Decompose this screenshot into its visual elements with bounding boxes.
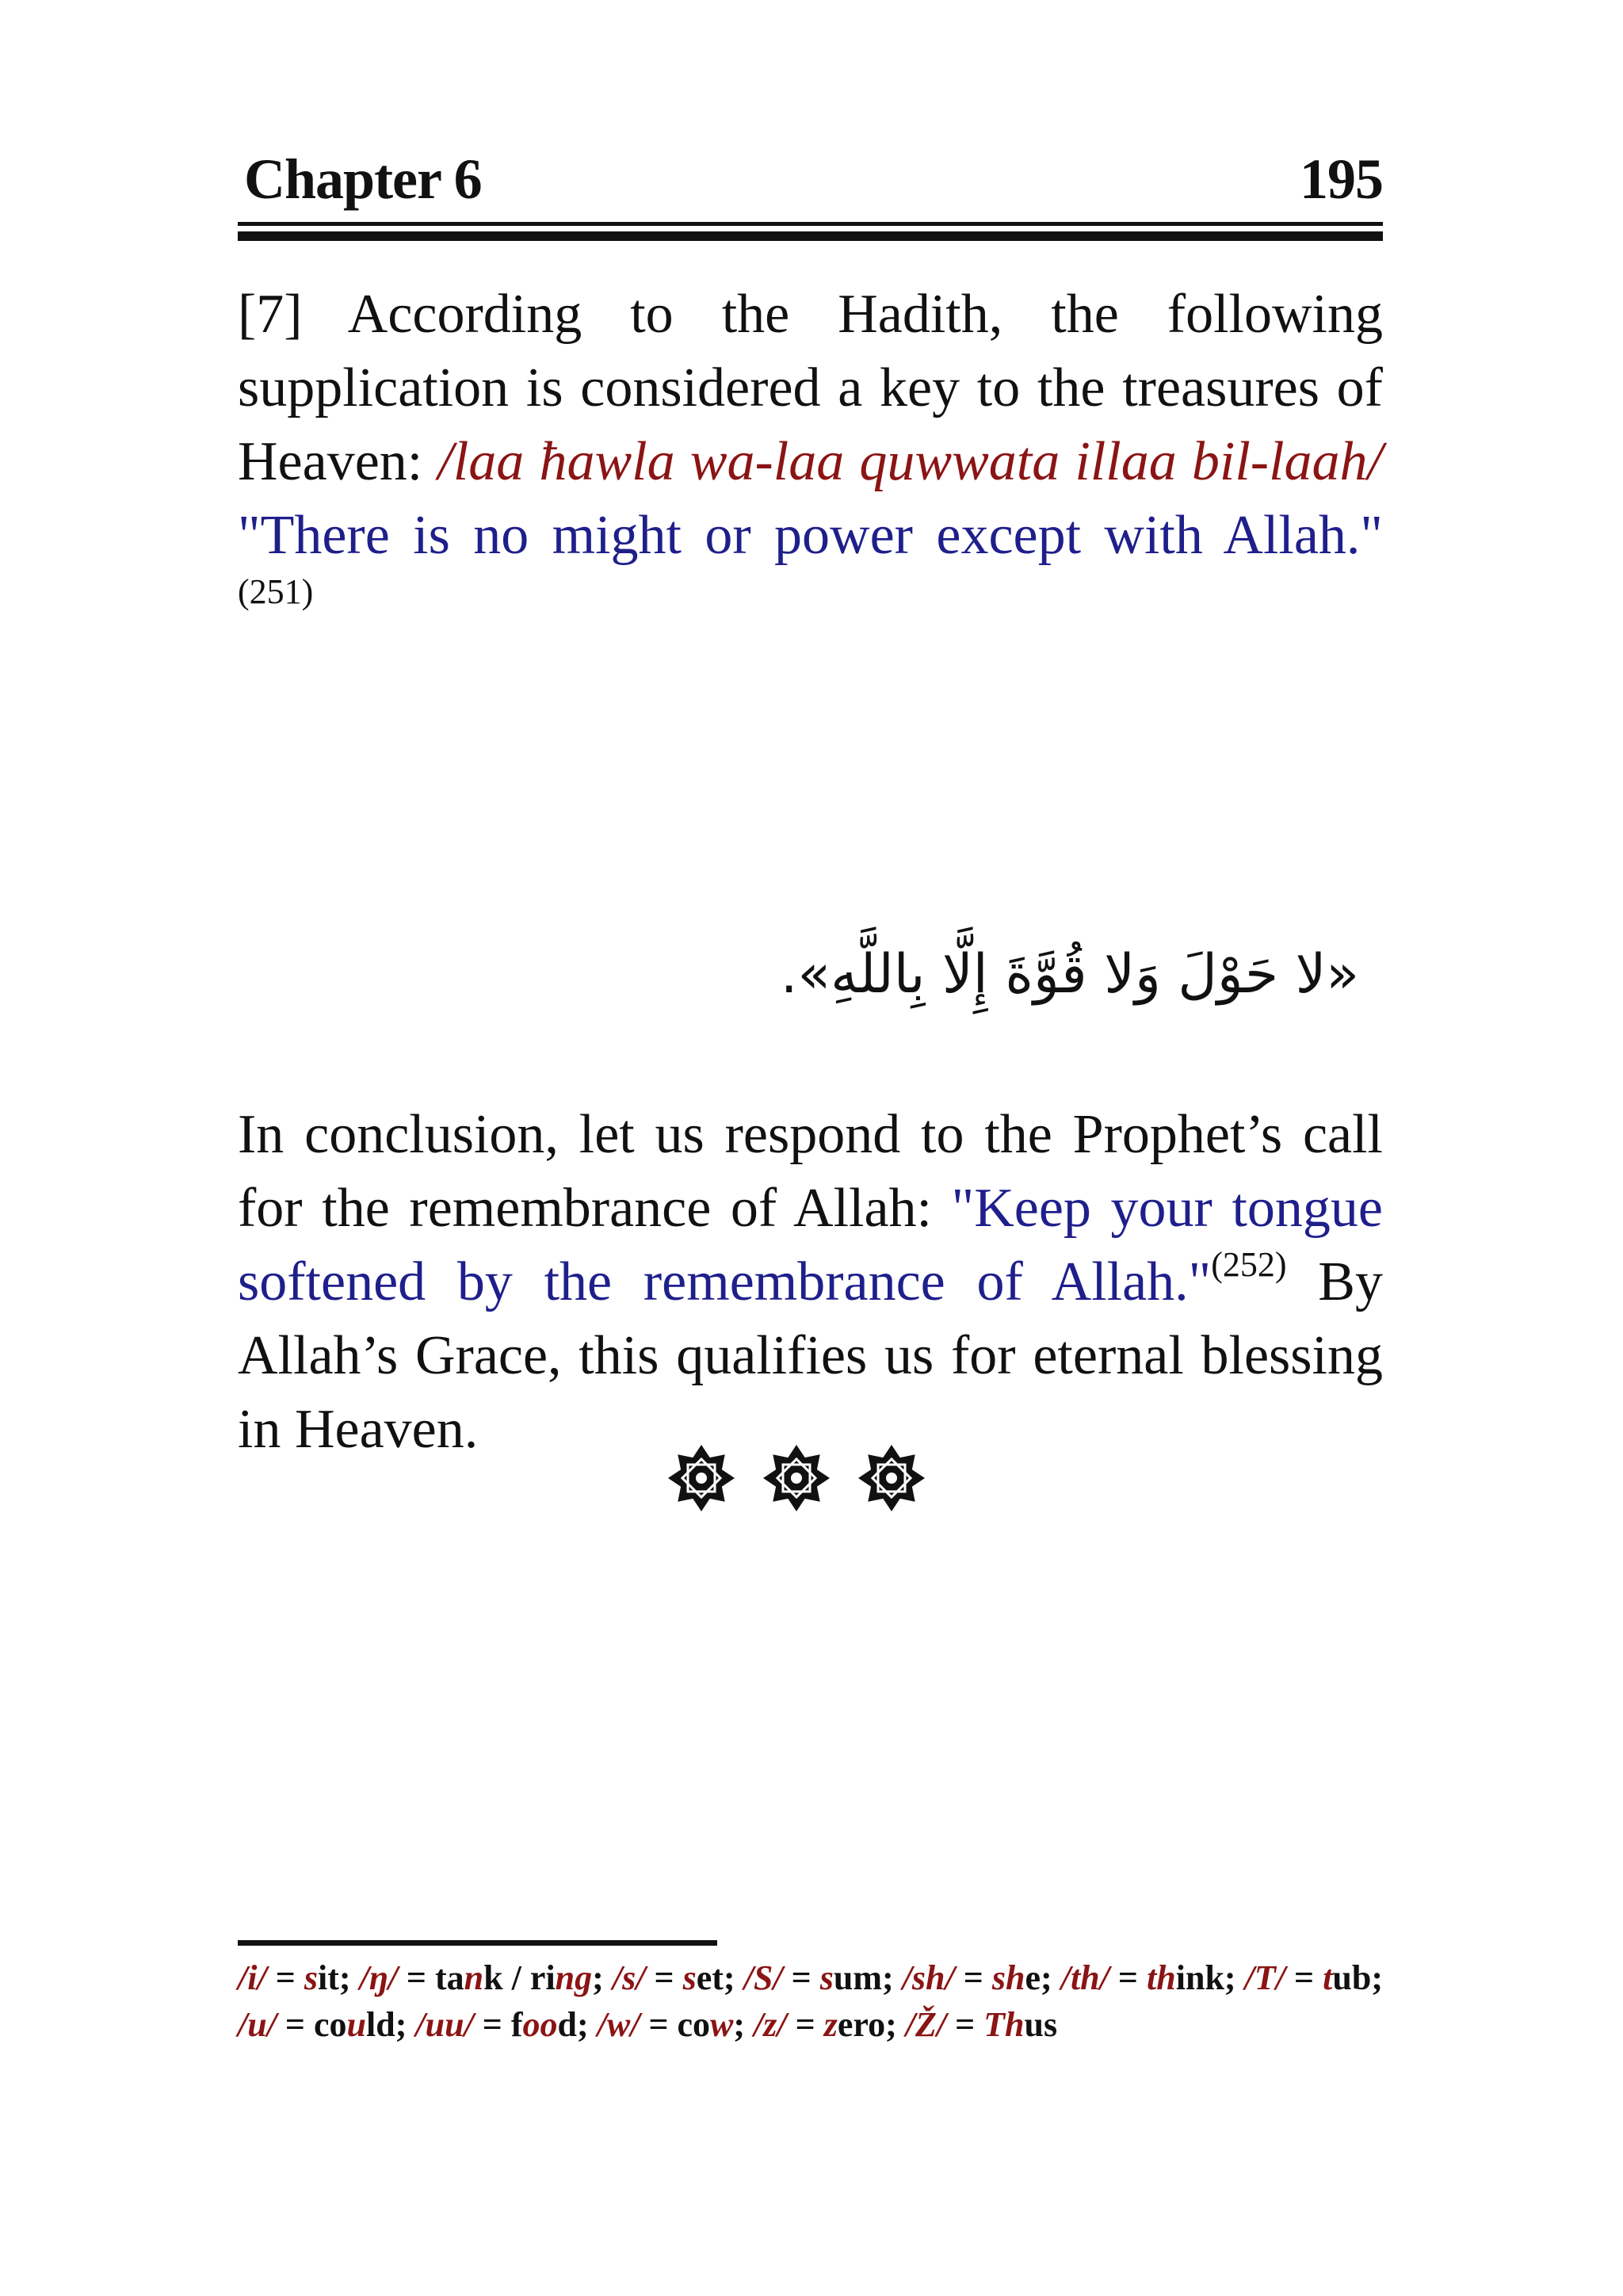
footnote-rule bbox=[238, 1940, 717, 1946]
key-separator: ; bbox=[723, 1958, 744, 1997]
example-part: it bbox=[317, 1958, 339, 1997]
key-entry bbox=[1061, 1958, 1245, 1997]
section-end-ornament bbox=[654, 1442, 939, 1514]
key-symbol: /Ž/ bbox=[905, 2005, 947, 2044]
key-symbol: /uu/ bbox=[415, 2005, 474, 2044]
key-equals: = bbox=[397, 1958, 435, 1997]
prophet-quote: "Keep your tongue softened by the remembrance of Allah." bbox=[238, 1178, 1383, 1312]
example-highlight: w bbox=[710, 2005, 734, 2044]
example-part: d bbox=[557, 2005, 577, 2044]
key-entry bbox=[238, 2005, 415, 2044]
key-entry bbox=[613, 1958, 744, 1997]
example-part: et bbox=[696, 1958, 724, 1997]
example-part: ta bbox=[434, 1958, 464, 1997]
example-part: ub bbox=[1332, 1958, 1372, 1997]
key-symbol: /i/ bbox=[238, 1958, 267, 1997]
page-header bbox=[238, 143, 1383, 238]
conclusion-text-before: In conclusion, let us respond to the Prophet’s call for the remembrance of Allah: bbox=[238, 1104, 1383, 1239]
key-separator: ; bbox=[592, 1958, 613, 1997]
chapter-title: Chapter 6 bbox=[244, 147, 482, 211]
example-part: co bbox=[314, 2005, 347, 2044]
supplication-transliteration: /laa ħawla wa-laa quwwata illaa bil-laah/ bbox=[437, 431, 1383, 492]
paragraph-conclusion bbox=[238, 1098, 1383, 1466]
example-part: um bbox=[833, 1958, 882, 1997]
star-rosette-icon bbox=[858, 1445, 925, 1511]
example-highlight: oo bbox=[522, 2005, 558, 2044]
example-part: co bbox=[677, 2005, 711, 2044]
key-symbol: /s/ bbox=[612, 1958, 646, 1997]
key-entry bbox=[744, 1958, 903, 1997]
example-highlight: sh bbox=[991, 1958, 1025, 1997]
conclusion-text-after: By Allah’s Grace, this qualifies us for eternal blessing in Heaven. bbox=[238, 1251, 1383, 1460]
supplication-translation: "There is no might or power except with Allah." bbox=[238, 505, 1383, 566]
key-separator: ; bbox=[733, 2005, 754, 2044]
key-separator: ; bbox=[885, 2005, 906, 2044]
key-equals: = bbox=[954, 1958, 992, 1997]
key-symbol: /T/ bbox=[1244, 1958, 1285, 1997]
key-symbol: /th/ bbox=[1060, 1958, 1109, 1997]
example-highlight: ng bbox=[555, 1958, 593, 1997]
key-separator: ; bbox=[338, 1958, 360, 1997]
key-symbol: /w/ bbox=[597, 2005, 640, 2044]
key-equals: = bbox=[276, 2005, 314, 2044]
example-highlight: u bbox=[346, 2005, 367, 2044]
key-entry bbox=[415, 2005, 597, 2044]
key-separator: ; bbox=[576, 2005, 598, 2044]
header-rule-thick bbox=[238, 231, 1383, 241]
key-entry bbox=[1245, 1958, 1383, 1997]
key-separator: ; bbox=[1371, 1958, 1383, 1997]
example-highlight: n bbox=[464, 1958, 484, 1997]
example-part: e bbox=[1025, 1958, 1041, 1997]
key-separator: ; bbox=[1224, 1958, 1245, 1997]
key-separator: ; bbox=[395, 2005, 416, 2044]
example-part: ero bbox=[837, 2005, 886, 2044]
star-rosette-icon bbox=[668, 1445, 735, 1511]
example-highlight: t bbox=[1323, 1958, 1333, 1997]
example-highlight: s bbox=[304, 1958, 318, 1997]
key-symbol: /ŋ/ bbox=[359, 1958, 398, 1997]
example-highlight: z bbox=[823, 2005, 838, 2044]
key-entry bbox=[906, 2005, 1057, 2044]
key-symbol: /z/ bbox=[754, 2005, 787, 2044]
key-symbol: /u/ bbox=[238, 2005, 277, 2044]
arabic-supplication: «لا حَوْلَ وَلا قُوَّةَ إِلَّا بِاللَّهِ». bbox=[780, 943, 1359, 1006]
example-part: ld bbox=[366, 2005, 395, 2044]
star-rosette-icon bbox=[763, 1445, 830, 1511]
footnote-reference: (252) bbox=[1211, 1245, 1287, 1284]
key-equals: = bbox=[782, 1958, 820, 1997]
book-page bbox=[238, 143, 1383, 2283]
example-part: ink bbox=[1175, 1958, 1224, 1997]
example-highlight: Th bbox=[983, 2005, 1025, 2044]
transliteration-key-footnote bbox=[238, 1954, 1383, 2048]
key-equals: = bbox=[640, 2005, 678, 2044]
key-equals: = bbox=[473, 2005, 511, 2044]
key-equals: = bbox=[266, 1958, 304, 1997]
key-equals: = bbox=[645, 1958, 683, 1997]
key-separator: ; bbox=[881, 1958, 903, 1997]
example-highlight: s bbox=[682, 1958, 697, 1997]
key-equals: = bbox=[786, 2005, 824, 2044]
key-entry bbox=[598, 2005, 754, 2044]
key-entry bbox=[903, 1958, 1061, 1997]
page-number: 195 bbox=[1300, 147, 1383, 211]
key-equals: = bbox=[1285, 1958, 1323, 1997]
header-rule-thin bbox=[238, 222, 1383, 226]
key-separator: ; bbox=[1041, 1958, 1061, 1997]
key-equals: = bbox=[1109, 1958, 1148, 1997]
example-part: us bbox=[1024, 2005, 1058, 2044]
example-part: f bbox=[510, 2005, 523, 2044]
key-entry bbox=[238, 1958, 360, 1997]
key-equals: = bbox=[946, 2005, 984, 2044]
example-part: k / ri bbox=[483, 1958, 556, 1997]
paragraph-hadith-intro bbox=[238, 277, 1383, 646]
key-entry bbox=[360, 1958, 613, 1997]
example-highlight: th bbox=[1147, 1958, 1176, 1997]
paragraph-text: [7] According to the Hadith, the following supplication is considered a key to the treasures of Heaven: bbox=[238, 284, 1383, 492]
footnote-reference: (251) bbox=[238, 572, 314, 611]
example-highlight: s bbox=[819, 1958, 834, 1997]
key-entry bbox=[754, 2005, 906, 2044]
key-symbol: /S/ bbox=[743, 1958, 783, 1997]
eight-point-star-ornament-icon bbox=[654, 1442, 939, 1514]
key-symbol: /sh/ bbox=[902, 1958, 955, 1997]
